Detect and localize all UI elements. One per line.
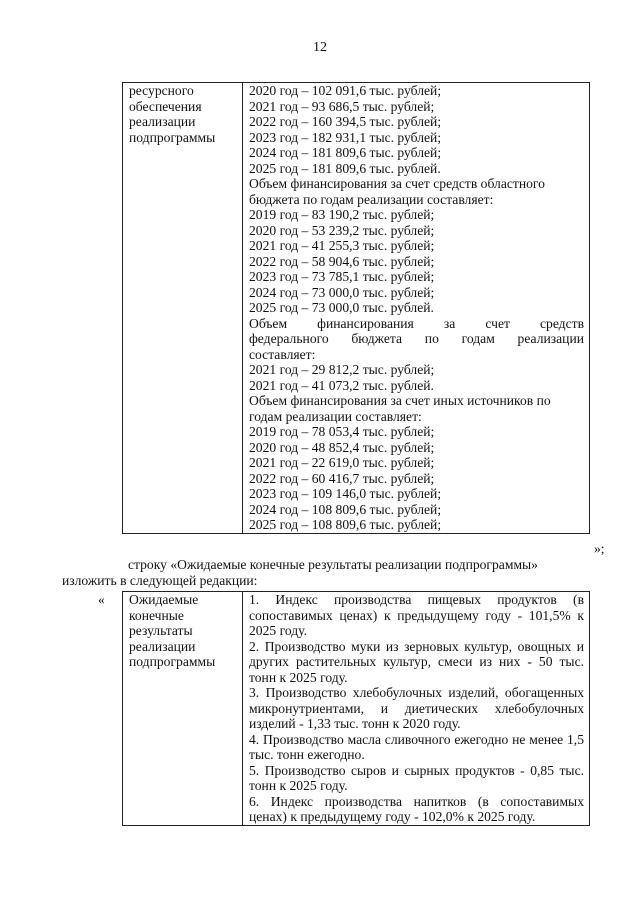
funding-table-values-cell xyxy=(243,83,590,534)
funding-line: 2021 год – 93 686,5 тыс. рублей; xyxy=(249,98,435,114)
funding-line: 2024 год – 181 809,6 тыс. рублей; xyxy=(249,145,442,160)
result-item: 2. Производство муки из зерновых культур, овощных и других растительных культур, смеси из них - 50 тыс. тонн к 2025 году. xyxy=(249,638,584,685)
funding-line: составляет: xyxy=(249,346,316,362)
funding-line: 2021 год – 29 812,2 тыс. рублей; xyxy=(249,362,435,377)
label-line: результаты xyxy=(129,623,193,638)
label-line: реализации xyxy=(129,114,196,129)
result-item: 5. Производство сыров и сырных продуктов - 0,85 тыс. тонн к 2025 году. xyxy=(249,762,584,793)
funding-line: 2025 год – 108 809,6 тыс. рублей; xyxy=(249,517,442,532)
funding-line: 2021 год – 41 073,2 тыс. рублей. xyxy=(249,377,434,393)
result-item: 6. Индекс производства напитков (в сопоставимых ценах) к предыдущему году - 102,0% к 2025 году. xyxy=(249,793,584,824)
label-line: подпрограммы xyxy=(129,129,216,145)
label-line: ресурсного xyxy=(129,83,194,98)
label-line: Ожидаемые xyxy=(129,592,199,607)
funding-line: федерального бюджета по годам реализации xyxy=(249,331,584,346)
funding-line: Объем финансирования за счет иных источников по xyxy=(249,393,551,408)
funding-line: 2021 год – 41 255,3 тыс. рублей; xyxy=(249,238,435,253)
intro-paragraph-line: изложить в следующей редакции: xyxy=(62,573,258,588)
funding-line: 2022 год – 58 904,6 тыс. рублей; xyxy=(249,253,435,269)
funding-line: 2024 год – 108 809,6 тыс. рублей; xyxy=(249,501,442,517)
funding-table xyxy=(122,82,590,534)
intro-paragraph-line: строку «Ожидаемые конечные результаты реализации подпрограммы» xyxy=(128,557,538,572)
funding-line: 2020 год – 102 091,6 тыс. рублей; xyxy=(249,83,442,98)
funding-line: 2025 год – 181 809,6 тыс. рублей. xyxy=(249,160,441,176)
funding-line: 2022 год – 60 416,7 тыс. рублей; xyxy=(249,470,435,486)
result-item: 1. Индекс производства пищевых продуктов (в сопоставимых ценах) к предыдущему году - 101,5% к 2025 году. xyxy=(249,592,584,638)
funding-line: 2023 год – 182 931,1 тыс. рублей; xyxy=(249,129,442,145)
funding-line: Объем финансирования за счет средств областного xyxy=(249,176,545,191)
results-table xyxy=(122,591,590,826)
label-line: конечные xyxy=(129,607,184,623)
funding-line: 2025 год – 73 000,0 тыс. рублей. xyxy=(249,300,434,315)
funding-line: 2020 год – 53 239,2 тыс. рублей; xyxy=(249,222,435,238)
funding-line: годам реализации составляет: xyxy=(249,408,422,424)
result-item: 4. Производство масла сливочного ежегодно не менее 1,5 тыс. тонн ежегодно. xyxy=(249,731,584,762)
funding-line: 2021 год – 22 619,0 тыс. рублей; xyxy=(249,455,435,470)
funding-line: 2024 год – 73 000,0 тыс. рублей; xyxy=(249,284,435,300)
funding-line: Объем финансирования за счет средств xyxy=(249,315,584,331)
label-line: обеспечения xyxy=(129,98,202,114)
funding-table-label-cell xyxy=(123,83,243,534)
funding-line: 2023 год – 73 785,1 тыс. рублей; xyxy=(249,269,435,284)
page-number: 12 xyxy=(313,40,327,55)
label-line: подпрограммы xyxy=(129,654,216,669)
closing-quote: »; xyxy=(594,541,605,556)
funding-line: 2019 год – 83 190,2 тыс. рублей; xyxy=(249,207,435,222)
funding-line: 2020 год – 48 852,4 тыс. рублей; xyxy=(249,439,435,455)
results-table-values-cell xyxy=(243,592,590,826)
opening-quote: « xyxy=(98,592,105,607)
label-line: реализации xyxy=(129,638,196,654)
funding-line: 2019 год – 78 053,4 тыс. рублей; xyxy=(249,424,435,439)
funding-line: 2022 год – 160 394,5 тыс. рублей; xyxy=(249,114,442,129)
funding-line: бюджета по годам реализации составляет: xyxy=(249,191,494,207)
result-item: 3. Производство хлебобулочных изделий, обогащенных микронутриентами, и диетических хлебобулочных изделий - 1,33 тыс. тонн к 2020 году. xyxy=(249,685,584,731)
results-table-label-cell xyxy=(123,592,243,826)
funding-line: 2023 год – 109 146,0 тыс. рублей; xyxy=(249,486,442,501)
